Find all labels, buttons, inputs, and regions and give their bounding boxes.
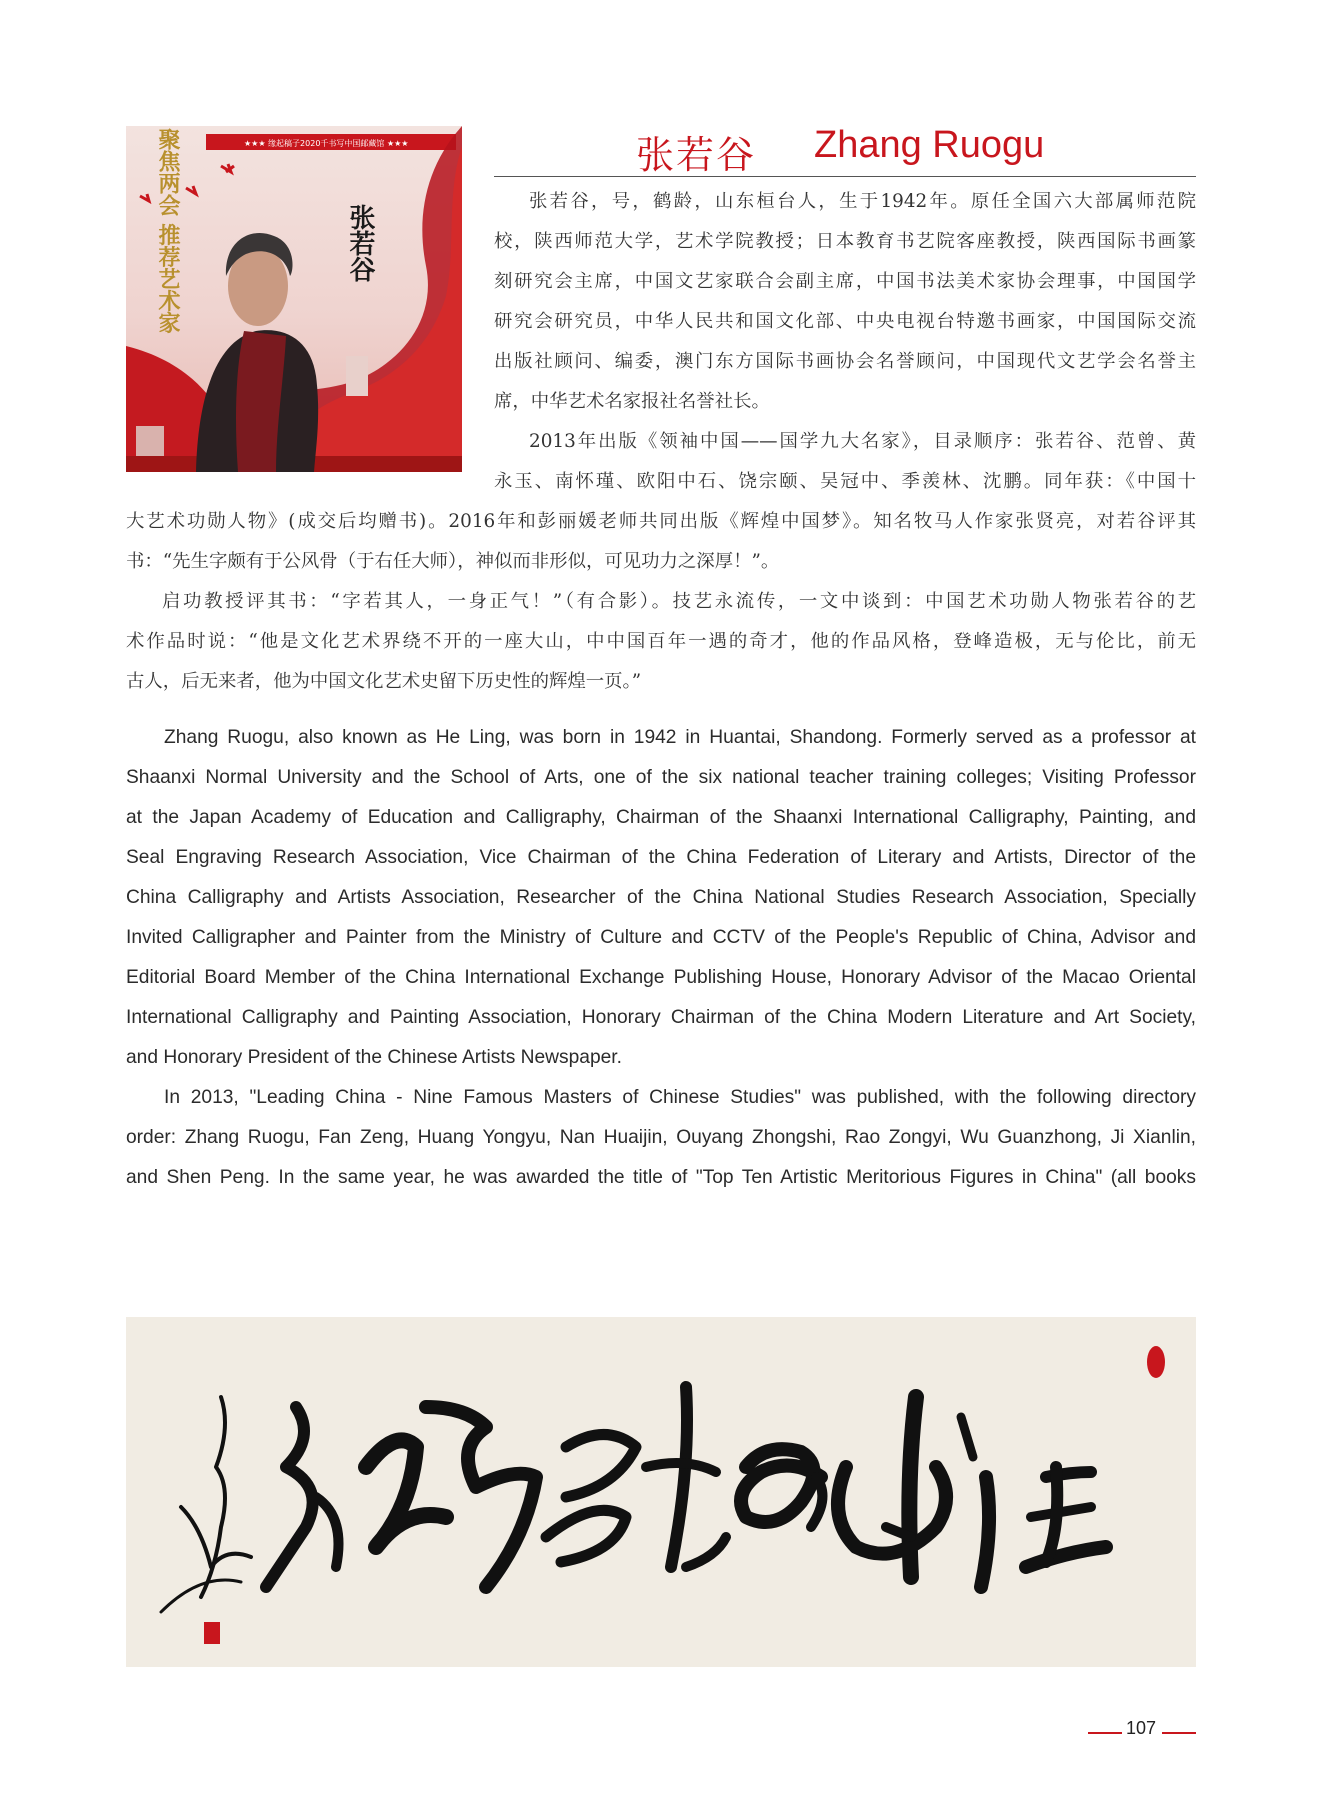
en-line: order: Zhang Ruogu, Fan Zeng, Huang Yongyu, Nan Huaijin, Ouyang Zhongshi, Rao Zongyi, Wu Guanzhong, Ji Xianlin, xyxy=(126,1127,1196,1148)
article-title xyxy=(494,124,1196,177)
zh-line: 永玉、南怀瑾、欧阳中石、饶宗颐、吴冠中、季羡林、沈鹏。同年获：《中国十 xyxy=(494,471,1196,492)
page-number-rule-left xyxy=(1088,1732,1122,1734)
page-number-text: 107 xyxy=(1126,1718,1157,1738)
poster-slogan: 聚焦两会 推荐艺术家 xyxy=(155,128,181,334)
en-line: In 2013, "Leading China - Nine Famous Masters of Chinese Studies" was published, with the following directory xyxy=(164,1087,1196,1108)
zh-line: 研究会研究员，中华人民共和国文化部、中央电视台特邀书画家，中国国际交流 xyxy=(494,311,1196,332)
en-line: and Shen Peng. In the same year, he was awarded the title of "Top Ten Artistic Meritorious Figures in China" (all books xyxy=(126,1167,1196,1188)
en-line: International Calligraphy and Painting Association, Honorary Chairman of the China Modern Literature and Art Society, xyxy=(126,1007,1196,1028)
calligraphy-artwork xyxy=(126,1317,1196,1667)
en-line: Zhang Ruogu, also known as He Ling, was born in 1942 in Huantai, Shandong. Formerly served as a professor at xyxy=(164,727,1196,748)
page-number xyxy=(1088,1718,1196,1748)
en-line: Invited Calligrapher and Painter from the Ministry of Culture and CCTV of the People's Republic of China, Advisor and xyxy=(126,927,1196,948)
zh-line: 张若谷，号，鹤龄，山东桓台人，生于1942年。原任全国六大部属师范院 xyxy=(529,191,1196,212)
en-line: China Calligraphy and Artists Association, Researcher of the China National Studies Research Association, Specially xyxy=(126,887,1196,908)
en-line: Editorial Board Member of the China International Exchange Publishing House, Honorary Advisor of the Macao Oriental xyxy=(126,967,1196,988)
en-line: Shaanxi Normal University and the School of Arts, one of the six national teacher training colleges; Visiting Professor xyxy=(126,767,1196,788)
zh-line: 术作品时说：“他是文化艺术界绕不开的一座大山，中中国百年一遇的奇才，他的作品风格，登峰造极，无与伦比，前无 xyxy=(126,631,1196,652)
zh-line: 刻研究会主席，中国文艺家联合会副主席，中国书法美术家协会理事，中国国学 xyxy=(494,271,1196,292)
title-chinese: 张若谷 xyxy=(636,133,757,177)
en-line: at the Japan Academy of Education and Calligraphy, Chairman of the Shaanxi International Calligraphy, Painting, and xyxy=(126,807,1196,828)
zh-line: 大艺术功勋人物》(成交后均赠书)。2016年和彭丽媛老师共同出版《辉煌中国梦》。知名牧马人作家张贤亮，对若谷评其 xyxy=(126,511,1196,532)
zh-line: 书：“先生字颇有于公风骨（于右任大师），神似而非形似，可见功力之深厚！”。 xyxy=(126,551,780,572)
en-line: and Honorary President of the Chinese Artists Newspaper. xyxy=(126,1047,622,1068)
signature-seal xyxy=(204,1622,220,1644)
en-line: Seal Engraving Research Association, Vice Chairman of the China Federation of Literary and Artists, Director of the xyxy=(126,847,1196,868)
zh-line: 校，陕西师范大学，艺术学院教授；日本教育书艺院客座教授，陕西国际书画篆 xyxy=(494,231,1196,252)
zh-line: 古人，后无来者，他为中国文化艺术史留下历史性的辉煌一页。” xyxy=(126,671,642,692)
zh-line: 2013年出版《领袖中国——国学九大名家》，目录顺序：张若谷、范曾、黄 xyxy=(529,431,1196,452)
title-english: Zhang Ruogu xyxy=(814,124,1045,166)
portrait-poster xyxy=(126,126,462,472)
poster-name: 张若谷 xyxy=(345,204,375,282)
corner-seal xyxy=(1147,1346,1165,1378)
zh-line: 启功教授评其书：“字若其人，一身正气！”（有合影）。技艺永流传，一文中谈到：中国艺术功勋人物张若谷的艺 xyxy=(162,591,1196,612)
zh-line: 席，中华艺术名家报社名誉社长。 xyxy=(494,391,770,412)
calligraphy-strokes xyxy=(126,1317,1196,1667)
zh-line: 出版社顾问、编委，澳门东方国际书画协会名誉顾问，中国现代文艺学会名誉主 xyxy=(494,351,1196,372)
page-number-rule-right xyxy=(1162,1732,1196,1734)
poster-banner-text: ★★★ 缘起稿子2020千书写中国邮藏馆 ★★★ xyxy=(244,139,409,148)
